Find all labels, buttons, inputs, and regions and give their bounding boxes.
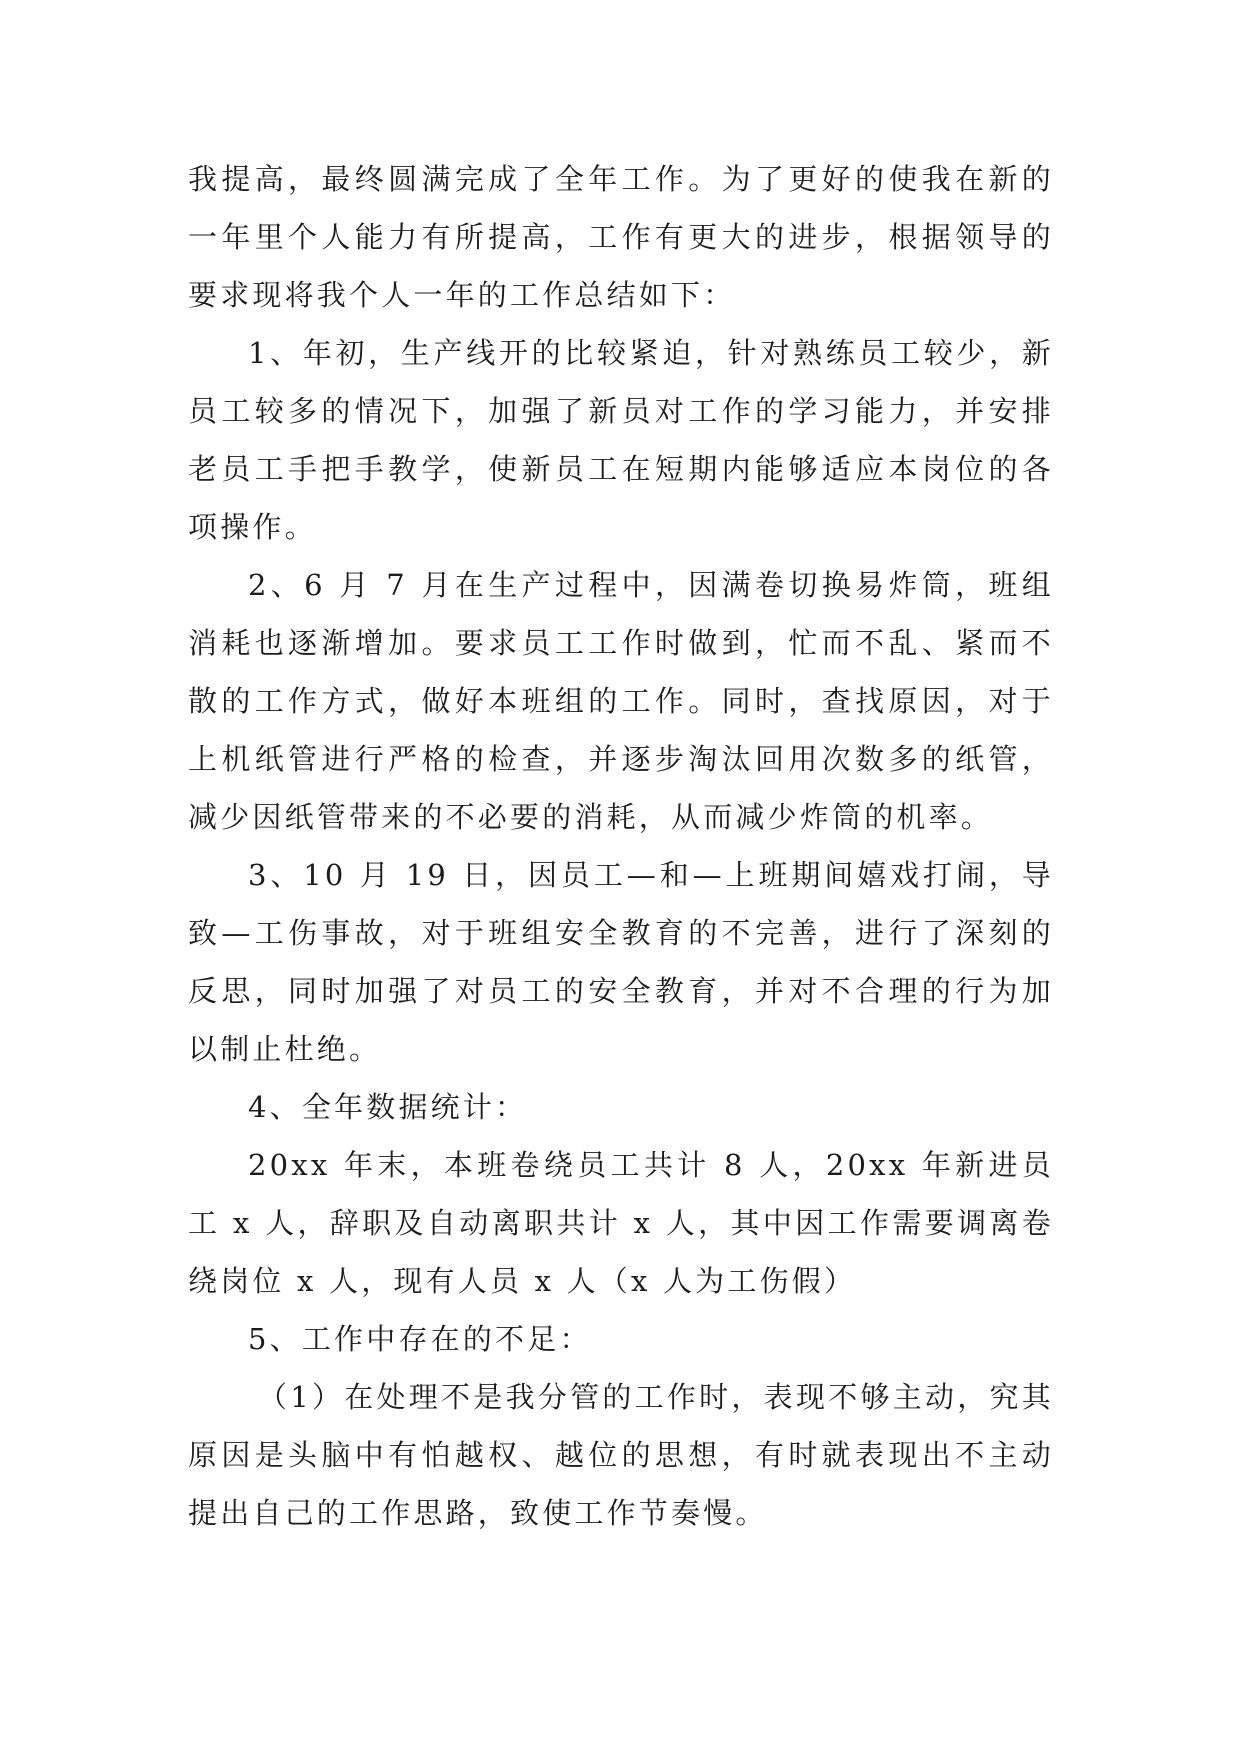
item-1-paragraph: 1、年初，生产线开的比较紧迫，针对熟练员工较少，新员工较多的情况下，加强了新员对工作的学习能力，并安排老员工手把手教学，使新员工在短期内能够适应本岗位的各项操作。	[188, 336, 1054, 544]
item-2-paragraph: 2、6 月 7 月在生产过程中，因满卷切换易炸筒，班组消耗也逐渐增加。要求员工工作时做到，忙而不乱、紧而不散的工作方式，做好本班组的工作。同时，查找原因，对于上机纸管进行严格的检查，并逐步淘汰回用次数多的纸管，减少因纸管带来的不必要的消耗，从而减少炸筒的机率。	[188, 568, 1054, 834]
intro-paragraph: 我提高，最终圆满完成了全年工作。为了更好的使我在新的一年里个人能力有所提高，工作有更大的进步，根据领导的要求现将我个人一年的工作总结如下：	[188, 162, 1054, 312]
item-4-heading: 4、全年数据统计：	[248, 1090, 528, 1124]
item-4-statistics-paragraph: 20xx 年末，本班卷绕员工共计 8 人，20xx 年新进员工 x 人，辞职及自动离职共计 x 人，其中因工作需要调离卷绕岗位 x 人，现有人员 x 人（x 人为工伤假）	[188, 1148, 1054, 1298]
document-page	[188, 150, 1054, 1542]
item-5-sub-1-paragraph: （1）在处理不是我分管的工作时，表现不够主动，究其原因是头脑中有怕越权、越位的思想，有时就表现出不主动提出自己的工作思路，致使工作节奏慢。	[188, 1380, 1054, 1530]
item-3-paragraph: 3、10 月 19 日，因员工—和—上班期间嬉戏打闹，导致—工伤事故，对于班组安全教育的不完善，进行了深刻的反思，同时加强了对员工的安全教育，并对不合理的行为加以制止杜绝。	[188, 858, 1054, 1066]
item-5-heading: 5、工作中存在的不足：	[248, 1322, 592, 1356]
